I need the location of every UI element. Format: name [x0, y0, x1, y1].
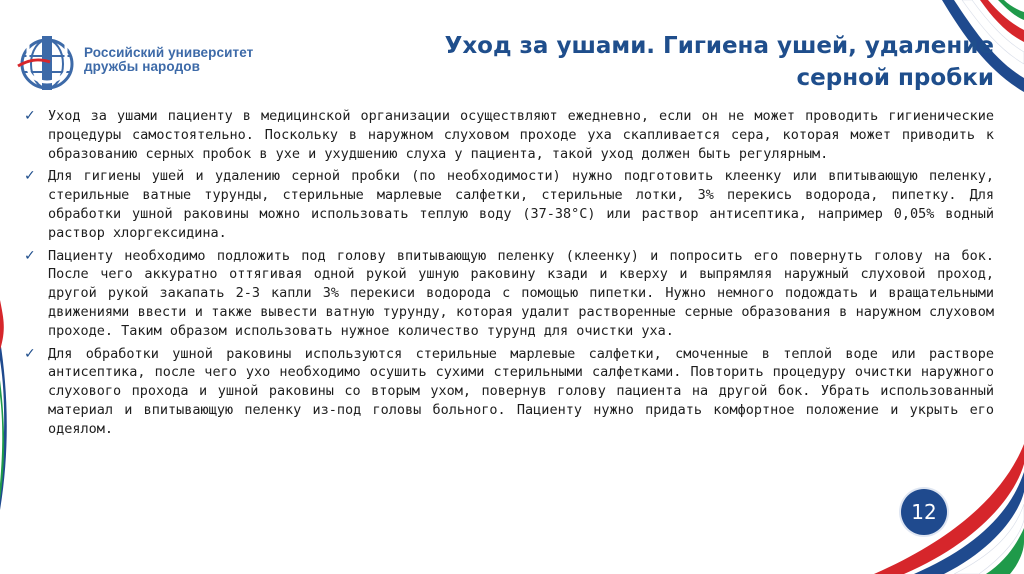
bullet-item — [24, 345, 994, 439]
university-emblem-icon — [14, 32, 76, 94]
bullet-text: Пациенту необходимо подложить под голову впитывающую пеленку (клеенку) и попросить его повернуть голову на бок. После чего аккуратно оттягивая одной рукой ушную раковину кзади и кверху и выпрямляя наружный слуховой проход, другой рукой закапать 2-3 капли 3% перекиси водорода с помощью пипетки. Нужно немного подождать и вращательными движениями ввести и также вывести ватную турунду, которая удалит растворенные серные образования в наружном слуховом проходе. Таким образом использовать нужное количество турунд для очистки уха. — [48, 247, 994, 339]
slide-title — [374, 30, 994, 94]
bullet-item — [24, 107, 994, 163]
bullet-list — [24, 107, 994, 443]
bullet-text: Для обработки ушной раковины используются стерильные марлевые салфетки, смоченные в теплой воде или растворе антисептика, после чего ухо необходимо осушить сухими стерильными салфетками. Повторить процедуру очистки наружного слухового прохода и ушной раковины со вторым ухом, повернув голову пациента на другой бок. Убрать использованный материал и впитывающую пеленку из-под головы больного. Пациенту нужно придать комфортное положение и укрыть его одеялом. — [48, 345, 994, 437]
checkmark-icon: ✓ — [24, 247, 36, 264]
checkmark-icon: ✓ — [24, 108, 36, 124]
university-name — [84, 46, 304, 74]
university-name-line1: Российский университет — [84, 45, 254, 60]
page-number-badge: 12 — [901, 489, 947, 535]
bullet-text: Для гигиены ушей и удалению серной пробки (по необходимости) нужно подготовить клеенку или впитывающую пеленку, стерильные ватные турунды, стерильные марлевые салфетки, стерильные лотки, 3% перекись водорода, пипетку. Для обработки ушной раковины можно использовать теплую воду (37-38°С) или раствор антисептика, например 0,05% водный раствор хлоргексидина. — [48, 168, 994, 241]
checkmark-icon: ✓ — [24, 168, 36, 185]
bullet-item — [24, 247, 994, 341]
bullet-text: Уход за ушами пациенту в медицинской организации осуществляют ежедневно, если он не может проводить гигиенические процедуры самостоятельно. Поскольку в наружном слуховом проходе уха скапливается сера, которая может приводить к образованию серных пробок в ухе и ухудшению слуха у пациента, такой уход должен быть регулярным. — [48, 108, 994, 162]
university-logo — [14, 32, 304, 94]
checkmark-icon: ✓ — [24, 345, 36, 362]
university-name-line2: дружбы народов — [84, 59, 200, 74]
decorative-stripes-left — [0, 300, 26, 574]
bullet-item — [24, 167, 994, 242]
slide-title-line2: серной пробки — [796, 65, 994, 91]
slide-title-line1: Уход за ушами. Гигиена ушей, удаление — [444, 33, 994, 59]
